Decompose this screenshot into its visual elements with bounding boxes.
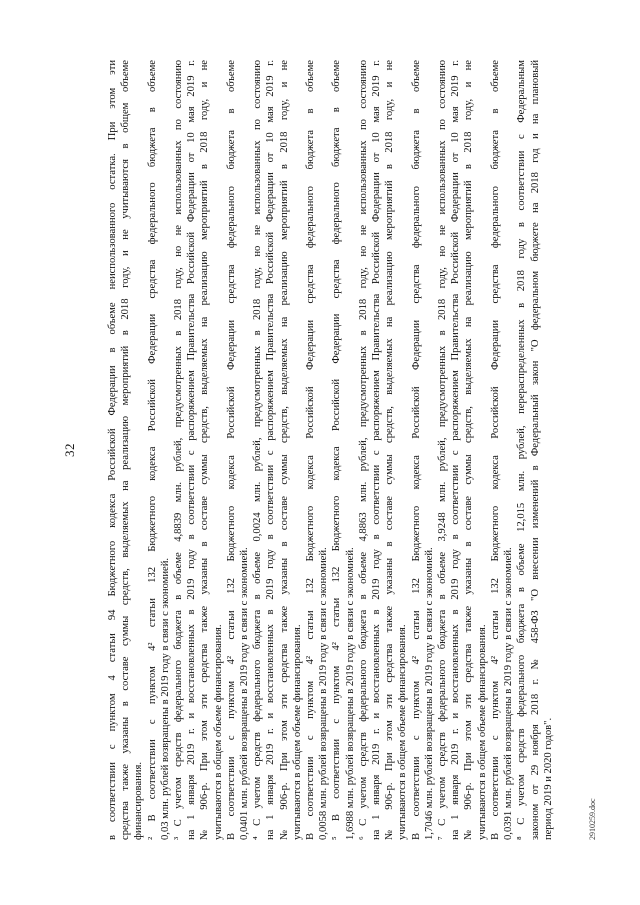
text-line: ⁴ С учетом средств федерального бюджета в объеме 0,0024 млн. рублей, предусмотренных в 2018 году, но не использованных по состоянию [252,60,264,840]
text-line: В соответствии с пунктом 4² статьи 132 Бюджетного кодекса Российской Федерации средства федерального бюджета в объеме [225,60,237,840]
text-line: ² В соответствии с пунктом 4² статьи 132 Бюджетного кодекса Российской Федерации средства федерального бюджета в объеме [146,60,158,840]
text-line: В соответствии с пунктом 4² статьи 132 Бюджетного кодекса Российской Федерации средства федерального бюджета в объеме [489,60,501,840]
text-line: на 1 января 2019 г. и восстановленных в 2019 году в соответствии с распоряжением Правительства Российской Федерации от 10 мая 2019 г. [371,60,383,840]
text-line: № 906-р. При этом эти средства также указаны в составе суммы средств, выделяемых на реализацию мероприятий в 2018 году, и не [384,60,396,840]
text-line: ⁵ В соответствии с пунктом 4² статьи 132 Бюджетного кодекса Российской Федерации средства федерального бюджета в объеме [331,60,343,840]
text-line: 1,6988 млн. рублей возвращены в 2019 году в связи с экономией. [344,547,356,840]
text-line: ³ С учетом средств федерального бюджета в объеме 4,8839 млн. рублей, предусмотренных в 2018 году, но не использованных по состоянию [173,60,185,840]
text-line: ⁶ С учетом средств федерального бюджета в объеме 4,8863 млн. рублей, предусмотренных в 2018 году, но не использованных по состоянию [357,60,369,840]
text-line: учитываются в общем объеме финансирования. [476,624,488,840]
text-line: № 906-р. При этом эти средства также указаны в составе суммы средств, выделяемых на реализацию мероприятий в 2018 году, и не [463,60,475,840]
text-line: средства также указаны в составе суммы средств, выделяемых на реализацию мероприятий в 2018 году, и не учитываются в общем объеме [120,60,132,840]
text-line: № 906-р. При этом эти средства также указаны в составе суммы средств, выделяемых на реализацию мероприятий в 2018 году, и не [199,60,211,840]
rotated-content [48,60,608,840]
text-line: учитываются в общем объеме финансирования. [397,624,409,840]
text-line: 0,03 млн. рублей возвращены в 2019 году в связи с экономией. [159,557,171,840]
text-line: учитываются в общем объеме финансирования. [291,624,303,840]
text-line: № 906-р. При этом эти средства также указаны в составе суммы средств, выделяемых на реализацию мероприятий в 2018 году, и не [278,60,290,840]
text-line: на 1 января 2019 г. и восстановленных в 2019 году в соответствии с распоряжением Правительства Российской Федерации от 10 мая 2019 г. [450,60,462,840]
text-line: 1,7046 млн. рублей возвращены в 2019 году в связи с экономией. [423,547,435,840]
text-line: финансирования. [133,762,145,840]
text-line: ⁸ С учетом средств федерального бюджета в объеме 12,015 млн. рублей, перераспределенных в 2018 году в соответствии с Федеральным [516,60,528,840]
text-line: ⁷ С учетом средств федерального бюджета в объеме 3,9248 млн. рублей, предусмотренных в 2018 году, но не использованных по состоянию [437,60,449,840]
text-line: период 2019 и 2020 годов". [542,717,554,840]
text-line: учитываются в общем объеме финансирования. [212,624,224,840]
text-line: на 1 января 2019 г. и восстановленных в 2019 году в соответствии с распоряжением Правительства Российской Федерации от 10 мая 2019 г. [186,60,198,840]
file-identifier: 2910259.doc [588,798,597,840]
page-number: 32 [62,443,77,457]
text-line: В соответствии с пунктом 4² статьи 132 Бюджетного кодекса Российской Федерации средства федерального бюджета в объеме [410,60,422,840]
text-line: в соответствии с пунктом 4 статьи 94 Бюджетного кодекса Российской Федерации в объеме неиспользованного остатка. При этом эти [107,60,118,840]
text-line: на 1 января 2019 г. и восстановленных в 2019 году в соответствии с распоряжением Правительства Российской Федерации от 10 мая 2019 г. [265,60,277,840]
text-line: В соответствии с пунктом 4² статьи 132 Бюджетного кодекса Российской Федерации средства федерального бюджета в объеме [305,60,317,840]
text-line: законом от 29 ноября 2018 г. № 458-ФЗ "О внесении изменений в Федеральный закон "О федеральном бюджете на 2018 год и на плановый [529,60,541,840]
footnotes-body [106,60,606,840]
text-line: 0,0391 млн. рублей возвращены в 2019 году в связи с экономией. [503,547,515,840]
text-line: 0,0401 млн. рублей возвращены в 2019 году в связи с экономией. [239,547,251,840]
text-line: 0,0058 млн. рублей возвращены в 2019 году в связи с экономией. [318,547,330,840]
